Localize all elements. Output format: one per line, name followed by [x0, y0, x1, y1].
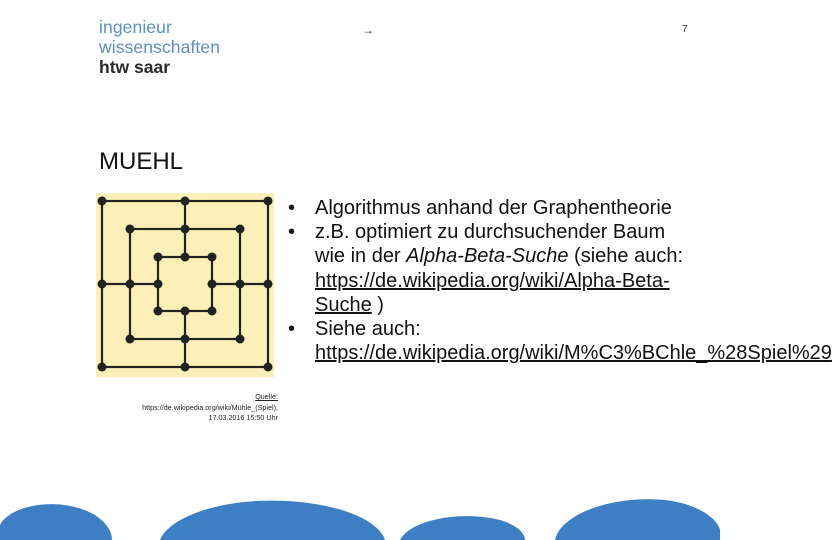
muehle-board-image: [96, 193, 274, 377]
bullet-text: Algorithmus anhand der Graphentheorie: [315, 197, 672, 219]
bullet-emphasis: Alpha-Beta-Suche: [406, 245, 569, 268]
logo-line-3: htw saar: [99, 57, 170, 77]
muehle-link[interactable]: https://de.wikipedia.org/wiki/M%C3%BChle_%28Spiel%29: [315, 342, 832, 365]
bullet-text: Siehe auch:: [315, 318, 421, 341]
slide-title: MUEHL: [99, 148, 184, 175]
source-url: https://de.wikipedia.org/wiki/Mühle_(Spiel),: [142, 402, 278, 412]
bullet-text: z.B. optimiert zu durchsuchender Baum wie in der: [315, 221, 666, 268]
bullet-text: ): [371, 293, 384, 316]
bullet-text: (siehe auch:: [568, 245, 683, 268]
alpha-beta-link[interactable]: https://de.wikipedia.org/wiki/Alpha-Beta-Suche: [315, 269, 670, 316]
source-date: 17.03.2016 15:50 Uhr: [208, 413, 278, 422]
bullet-marker: •: [288, 221, 296, 244]
bullet-marker: •: [288, 197, 296, 219]
bullet-marker: •: [288, 318, 296, 341]
logo-line-1: ingenieur: [99, 17, 172, 37]
htw-saar-logo: [99, 17, 220, 77]
bullet-item: [288, 220, 698, 317]
bullet-list: [288, 196, 832, 365]
bullet-item: [288, 317, 832, 365]
nav-arrow-icon[interactable]: →: [362, 23, 374, 37]
source-label: Quelle:: [255, 392, 278, 401]
image-source-caption: [92, 392, 278, 424]
decorative-blue-shapes: [0, 470, 720, 540]
bullet-item: [288, 196, 698, 220]
logo-line-2: wissenschaften: [99, 37, 221, 57]
page-number: 7: [682, 24, 688, 35]
muehle-board-icon: [96, 193, 274, 377]
